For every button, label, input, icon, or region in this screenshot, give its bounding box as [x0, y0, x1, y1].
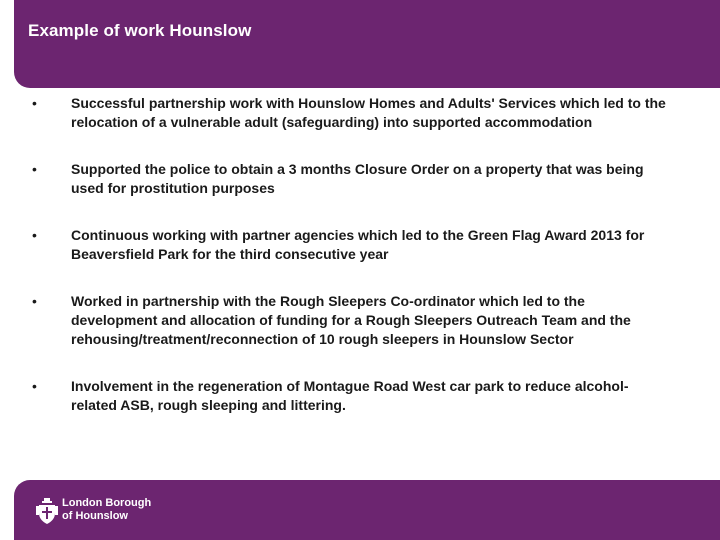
- bullet-marker: •: [32, 161, 37, 177]
- list-item: [32, 226, 672, 264]
- list-item: [32, 160, 672, 198]
- bullet-list: [32, 90, 672, 415]
- bullet-marker: •: [32, 378, 37, 394]
- footer-bar: [14, 480, 720, 540]
- logo-line-1: London Borough: [62, 497, 152, 509]
- bullet-marker: •: [32, 95, 37, 111]
- slide-title: Example of work Hounslow: [28, 21, 252, 40]
- list-item: [32, 377, 672, 415]
- bullet-text: Involvement in the regeneration of Montague Road West car park to reduce alcohol-related ASB, rough sleeping and littering.: [71, 378, 629, 413]
- bullet-marker: •: [32, 227, 37, 243]
- logo-line-2: of Hounslow: [62, 510, 128, 522]
- bullet-text: Successful partnership work with Hounslow Homes and Adults' Services which led to the relocation of a vulnerable adult (safeguarding) into supported accommodation: [71, 95, 666, 130]
- list-item: [32, 292, 672, 349]
- bullet-text: Continuous working with partner agencies which led to the Green Flag Award 2013 for Beaversfield Park for the third consecutive year: [71, 227, 645, 262]
- bullet-marker: •: [32, 293, 37, 309]
- bullet-text: Worked in partnership with the Rough Sleepers Co-ordinator which led to the development and allocation of funding for a Rough Sleepers Outreach Team and the rehousing/treatment/reconnection of 10 rough sleepers in Hounslow Sector: [71, 293, 631, 347]
- borough-crest-icon: [36, 497, 58, 525]
- bullet-text: Supported the police to obtain a 3 months Closure Order on a property that was being used for prostitution purposes: [71, 161, 644, 196]
- borough-logo: [62, 497, 182, 523]
- list-item: [32, 94, 672, 132]
- header-bar: [14, 0, 720, 88]
